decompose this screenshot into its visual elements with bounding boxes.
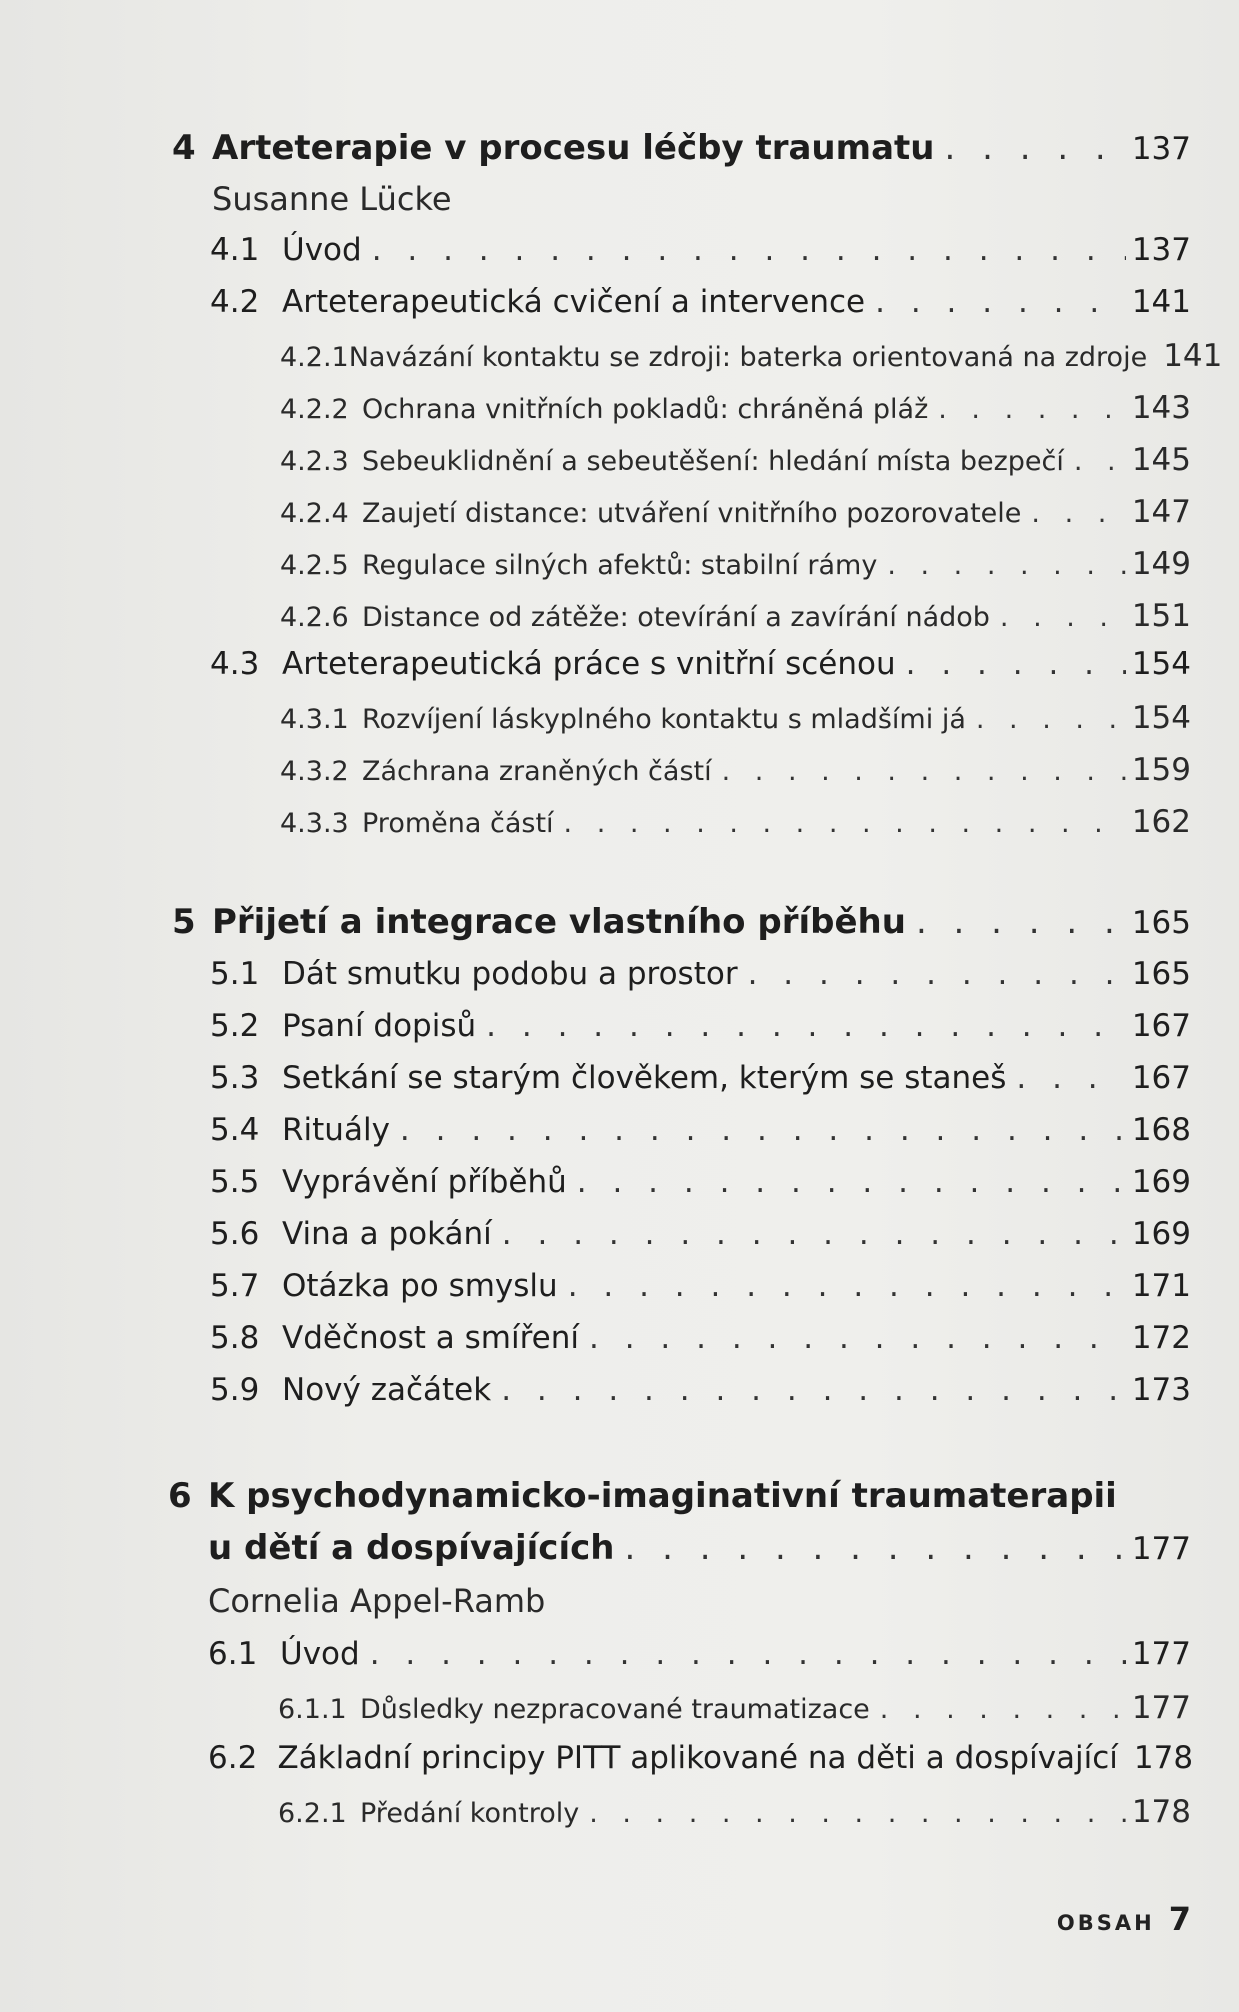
- dot-leader: [1016, 1060, 1125, 1096]
- section-number: 5.4: [210, 1112, 260, 1148]
- dot-leader: [501, 1372, 1126, 1408]
- toc-section: [210, 646, 1191, 682]
- toc-section: [210, 232, 1191, 268]
- section-number: 5.3: [210, 1060, 260, 1096]
- section-title: Vina a pokání: [282, 1216, 492, 1252]
- section-title: Vděčnost a smíření: [282, 1320, 579, 1356]
- toc-section: [210, 1320, 1191, 1356]
- page-number: 173: [1131, 1372, 1191, 1408]
- page-footer: [1057, 1900, 1191, 1938]
- toc-subsection: [280, 700, 1191, 736]
- dot-leader: [1031, 498, 1125, 529]
- subsection-number: 4.2.5: [280, 550, 349, 581]
- page-number: 167: [1131, 1060, 1191, 1096]
- toc-section: [210, 956, 1191, 992]
- section-number: 4.1: [210, 232, 260, 268]
- chapter-title-continued: u dětí a dospívajících: [208, 1528, 615, 1568]
- section-number: 4.3: [210, 646, 260, 682]
- section-title: Arteterapeutická cvičení a intervence: [282, 284, 866, 320]
- page-number: 141: [1131, 284, 1191, 320]
- dot-leader: [748, 956, 1126, 992]
- dot-leader: [887, 550, 1125, 581]
- section-title: Dát smutku podobu a prostor: [282, 956, 738, 992]
- subsection-number: 4.2.2: [280, 394, 349, 425]
- subsection-title: Sebeuklidnění a sebeutěšení: hledání místa bezpečí: [362, 446, 1064, 477]
- page-number: 145: [1131, 442, 1191, 478]
- section-title: Setkání se starým člověkem, kterým se staneš: [282, 1060, 1007, 1096]
- dot-leader: [1000, 602, 1126, 633]
- page-number: 165: [1131, 905, 1191, 941]
- toc-section: [210, 1268, 1191, 1304]
- page-number: 137: [1131, 131, 1191, 167]
- toc-chapter-6-continued: [208, 1528, 1191, 1568]
- section-number: 5.6: [210, 1216, 260, 1252]
- dot-leader: [564, 808, 1126, 839]
- section-title: Arteterapeutická práce s vnitřní scénou: [282, 646, 896, 682]
- dot-leader: [624, 1528, 1125, 1568]
- page-number: 172: [1131, 1320, 1191, 1356]
- section-title: Rituály: [282, 1112, 390, 1148]
- chapter-author: Cornelia Appel-Ramb: [208, 1582, 546, 1620]
- page-number: 147: [1131, 494, 1191, 530]
- subsection-number: 4.2.6: [280, 602, 349, 633]
- toc-subsection: [280, 804, 1191, 840]
- footer-label: OBSAH: [1056, 1911, 1155, 1935]
- toc-section: [210, 284, 1191, 320]
- section-number: 4.2: [210, 284, 260, 320]
- dot-leader: [568, 1268, 1126, 1304]
- subsection-title: Záchrana zraněných částí: [362, 756, 712, 787]
- toc-subsection: [280, 442, 1191, 478]
- chapter-number: 4: [172, 128, 196, 168]
- toc-section: [210, 1216, 1191, 1252]
- section-number: 5.7: [210, 1268, 260, 1304]
- toc-chapter-5: [172, 902, 1191, 942]
- page-number: 154: [1131, 700, 1191, 736]
- page-number: 159: [1131, 752, 1191, 788]
- page-number: 162: [1131, 804, 1191, 840]
- page-number: 171: [1131, 1268, 1191, 1304]
- dot-leader: [938, 394, 1126, 425]
- section-title: Základní principy PITT aplikované na děti a dospívající: [277, 1740, 1118, 1776]
- dot-leader: [486, 1008, 1126, 1044]
- toc-chapter-6: [168, 1476, 1191, 1516]
- page-number: 177: [1131, 1690, 1191, 1726]
- subsection-title: Proměna částí: [362, 808, 554, 839]
- page-number: 169: [1131, 1164, 1191, 1200]
- toc-subsection: [278, 1794, 1191, 1830]
- section-title: Nový začátek: [282, 1372, 492, 1408]
- toc-chapter-4: [172, 128, 1191, 168]
- section-number: 6.1: [208, 1636, 258, 1672]
- page-number: 141: [1163, 338, 1223, 374]
- section-number: 6.2: [208, 1740, 258, 1776]
- toc-section: [210, 1372, 1191, 1408]
- chapter-number: 5: [172, 902, 196, 942]
- toc-subsection: [280, 338, 1223, 374]
- section-title: Otázka po smyslu: [282, 1268, 558, 1304]
- dot-leader: [916, 902, 1126, 942]
- dot-leader: [502, 1216, 1126, 1252]
- chapter-title: K psychodynamicko-imaginativní traumaterapii: [208, 1476, 1117, 1516]
- section-title: Vyprávění příběhů: [282, 1164, 567, 1200]
- dot-leader: [722, 756, 1126, 787]
- subsection-number: 4.2.4: [280, 498, 349, 529]
- page-number: 177: [1131, 1636, 1191, 1672]
- page-number: 169: [1131, 1216, 1191, 1252]
- subsection-title: Regulace silných afektů: stabilní rámy: [362, 550, 878, 581]
- subsection-number: 4.3.3: [280, 808, 349, 839]
- dot-leader: [577, 1164, 1126, 1200]
- dot-leader: [875, 284, 1126, 320]
- subsection-number: 4.3.2: [280, 756, 349, 787]
- section-number: 5.8: [210, 1320, 260, 1356]
- section-number: 5.9: [210, 1372, 260, 1408]
- toc-subsection: [280, 390, 1191, 426]
- section-number: 5.1: [210, 956, 260, 992]
- footer-page-number: 7: [1168, 1900, 1191, 1938]
- subsection-title: Ochrana vnitřních pokladů: chráněná pláž: [362, 394, 929, 425]
- subsection-number: 6.1.1: [278, 1694, 347, 1725]
- page-number: 137: [1131, 232, 1191, 268]
- section-number: 5.2: [210, 1008, 260, 1044]
- subsection-number: 4.3.1: [280, 704, 349, 735]
- chapter-title: Arteterapie v procesu léčby traumatu: [212, 128, 935, 168]
- toc-section: [208, 1636, 1191, 1672]
- chapter-title: Přijetí a integrace vlastního příběhu: [212, 902, 906, 942]
- section-number: 5.5: [210, 1164, 260, 1200]
- dot-leader: [589, 1798, 1126, 1829]
- page-number: 151: [1131, 598, 1191, 634]
- toc-section: [210, 1008, 1191, 1044]
- subsection-title: Navázání kontaktu se zdroji: baterka orientovaná na zdroje: [348, 342, 1148, 373]
- dot-leader: [976, 704, 1126, 735]
- toc-subsection: [280, 752, 1191, 788]
- toc-subsection: [278, 1690, 1191, 1726]
- chapter-number: 6: [168, 1476, 192, 1516]
- page-number: 154: [1131, 646, 1191, 682]
- toc-section: [210, 1164, 1191, 1200]
- subsection-title: Předání kontroly: [360, 1798, 580, 1829]
- dot-leader: [1074, 446, 1126, 477]
- subsection-number: 4.2.3: [280, 446, 349, 477]
- subsection-number: 6.2.1: [278, 1798, 347, 1829]
- dot-leader: [372, 232, 1126, 268]
- subsection-title: Zaujetí distance: utváření vnitřního pozorovatele: [362, 498, 1022, 529]
- dot-leader: [370, 1636, 1126, 1672]
- subsection-number: 4.2.1: [280, 342, 349, 373]
- toc-section: [210, 1060, 1191, 1096]
- page-number: 178: [1133, 1740, 1194, 1776]
- subsection-title: Důsledky nezpracované traumatizace: [360, 1694, 870, 1725]
- page-number: 178: [1131, 1794, 1191, 1830]
- toc-subsection: [280, 546, 1191, 582]
- subsection-title: Rozvíjení láskyplného kontaktu s mladšími já: [362, 704, 966, 735]
- toc-section: [208, 1740, 1194, 1776]
- toc-subsection: [280, 598, 1191, 634]
- dot-leader: [906, 646, 1126, 682]
- section-title: Úvod: [282, 232, 362, 268]
- subsection-title: Distance od zátěže: otevírání a zavírání nádob: [362, 602, 990, 633]
- dot-leader: [589, 1320, 1126, 1356]
- page-number: 149: [1131, 546, 1191, 582]
- page-number: 168: [1131, 1112, 1191, 1148]
- page-number: 177: [1131, 1531, 1191, 1567]
- dot-leader: [880, 1694, 1126, 1725]
- section-title: Úvod: [280, 1636, 360, 1672]
- page-number: 167: [1131, 1008, 1191, 1044]
- page-number: 165: [1131, 956, 1191, 992]
- section-title: Psaní dopisů: [282, 1008, 477, 1044]
- dot-leader: [400, 1112, 1126, 1148]
- toc-section: [210, 1112, 1191, 1148]
- dot-leader: [944, 128, 1125, 168]
- toc-subsection: [280, 494, 1191, 530]
- page-number: 143: [1131, 390, 1191, 426]
- chapter-author: Susanne Lücke: [212, 180, 452, 218]
